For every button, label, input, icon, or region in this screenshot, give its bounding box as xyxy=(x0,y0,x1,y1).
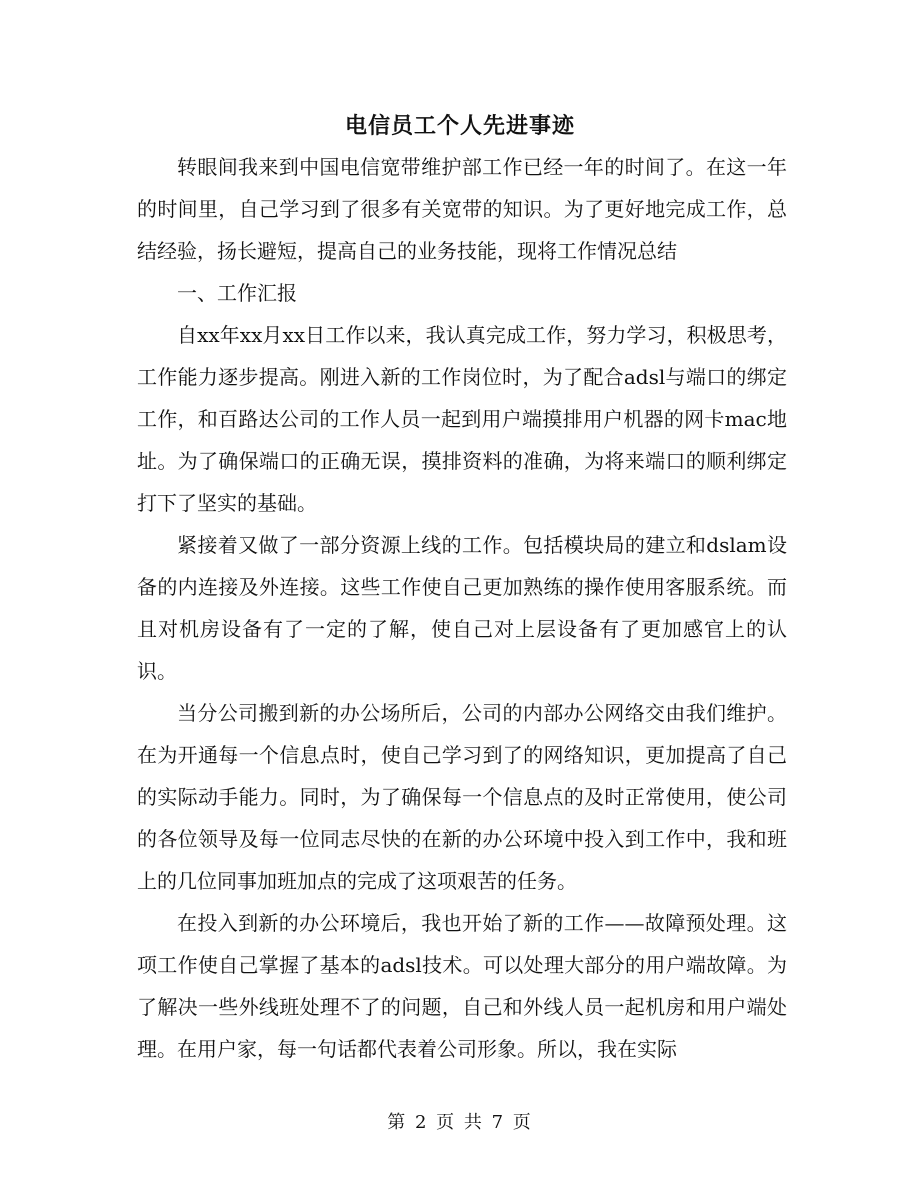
paragraph-office-network: 当分公司搬到新的办公场所后，公司的内部办公网络交由我们维护。在为开通每一个信息点时，使自己学习到了的网络知识，更加提高了自己的实际动手能力。同时，为了确保每一个信息点的及时正常使用，使公司的各位领导及每一位同志尽快的在新的办公环境中投入到工作中，我和班上的几位同事加班加点的完成了这项艰苦的任务。 xyxy=(137,701,787,893)
document-title: 电信员工个人先进事迹 xyxy=(344,113,575,139)
paragraph-work-start: 自xx年xx月xx日工作以来，我认真完成工作，努力学习，积极思考，工作能力逐步提高。刚进入新的工作岗位时，为了配合adsl与端口的绑定工作，和百路达公司的工作人员一起到用户端摸排用户机器的网卡mac地址。为了确保端口的正确无误，摸排资料的准确，为将来端口的顺利绑定打下了坚实的基础。 xyxy=(137,323,787,515)
paragraph-intro: 转眼间我来到中国电信宽带维护部工作已经一年的时间了。在这一年的时间里，自己学习到了很多有关宽带的知识。为了更好地完成工作，总结经验，扬长避短，提高自己的业务技能，现将工作情况总结 xyxy=(137,155,787,263)
document-body xyxy=(137,146,787,1070)
paragraph-fault-preprocessing: 在投入到新的办公环境后，我也开始了新的工作——故障预处理。这项工作使自己掌握了基本的adsl技术。可以处理大部分的用户端故障。为了解决一些外线班处理不了的问题，自己和外线人员一起机房和用户端处理。在用户家，每一句话都代表着公司形象。所以，我在实际 xyxy=(137,911,787,1061)
section-heading-work-report: 一、工作汇报 xyxy=(177,281,297,305)
page-number-footer: 第 2 页 共 7 页 xyxy=(387,1112,533,1133)
paragraph-resource-online: 紧接着又做了一部分资源上线的工作。包括模块局的建立和dslam设备的内连接及外连接。这些工作使自己更加熟练的操作使用客服系统。而且对机房设备有了一定的了解，使自己对上层设备有了更加感官上的认识。 xyxy=(137,533,787,683)
